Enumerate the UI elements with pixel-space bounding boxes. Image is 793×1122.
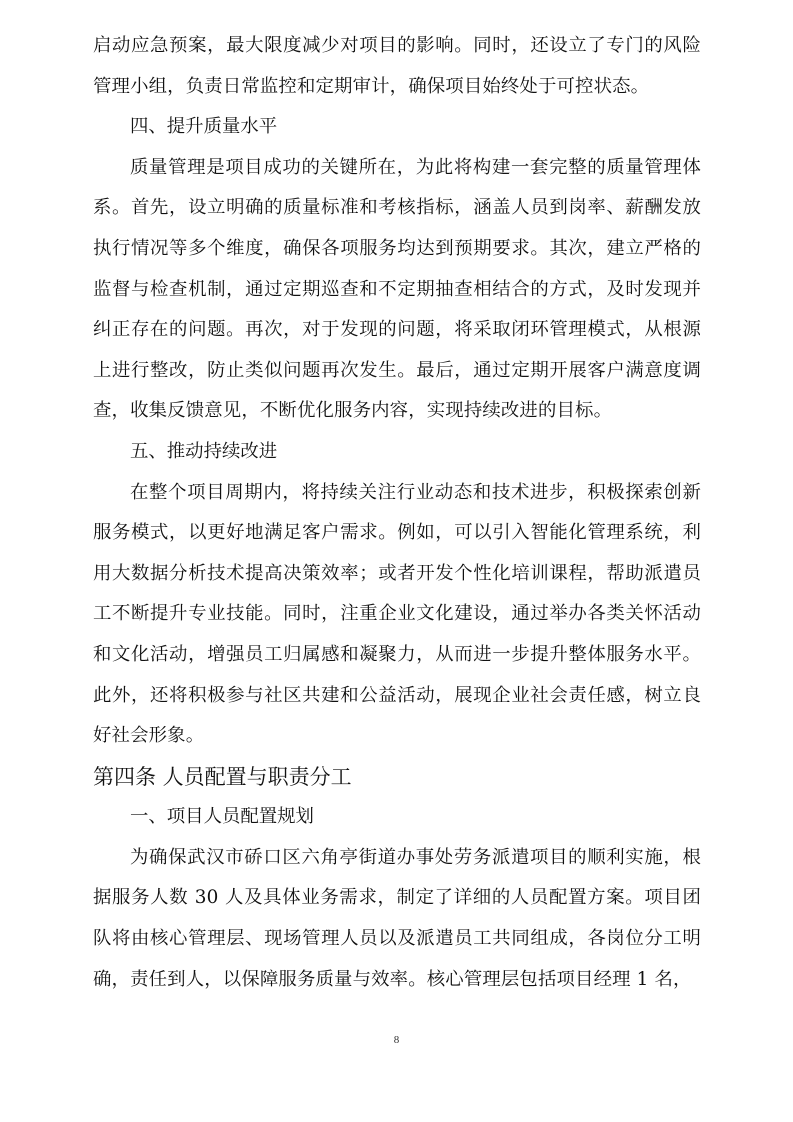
section-heading-improvement: 五、推动持续改进: [130, 440, 278, 462]
section-heading-staffing-plan: 一、项目人员配置规划: [130, 806, 314, 828]
paragraph-continuous-improvement: 在整个项目周期内，将持续关注行业动态和技术进步，积极探索创新服务模式，以更好地满足客户需求。例如，可以引入智能化管理系统，利用大数据分析技术提高决策效率；或者开发个性化培训课程，帮助派遣员工不断提升专业技能。同时，注重企业文化建设，通过举办各类关怀活动和文化活动，增强员工归属感和凝聚力，从而进一步提升整体服务水平。此外，还将积极参与社区共建和公益活动，展现企业社会责任感，树立良好社会形象。: [93, 481, 701, 747]
page-number: 8: [393, 1034, 400, 1046]
paragraph-staffing-plan: 为确保武汉市硚口区六角亭街道办事处劳务派遣项目的顺利实施，根据服务人数 30 人及具体业务需求，制定了详细的人员配置方案。项目团队将由核心管理层、现场管理人员以及派遣员工共同组成，各岗位分工明确，责任到人，以保障服务质量与效率。核心管理层包括项目经理 1 名，: [93, 846, 701, 990]
paragraph-quality-management: 质量管理是项目成功的关键所在，为此将构建一套完整的质量管理体系。首先，设立明确的质量标准和考核指标，涵盖人员到岗率、薪酬发放执行情况等多个维度，确保各项服务均达到预期要求。其次，建立严格的监督与检查机制，通过定期巡查和不定期抽查相结合的方式，及时发现并纠正存在的问题。再次，对于发现的问题，将采取闭环管理模式，从根源上进行整改，防止类似问题再次发生。最后，通过定期开展客户满意度调查，收集反馈意见，不断优化服务内容，实现持续改进的目标。: [93, 156, 701, 422]
paragraph-risk-management: 启动应急预案，最大限度减少对项目的影响。同时，还设立了专门的风险管理小组，负责日常监控和定期审计，确保项目始终处于可控状态。: [93, 35, 701, 97]
section-heading-quality: 四、提升质量水平: [130, 116, 278, 138]
article-heading-staffing: 第四条 人员配置与职责分工: [93, 764, 352, 789]
document-page: [93, 26, 701, 1000]
